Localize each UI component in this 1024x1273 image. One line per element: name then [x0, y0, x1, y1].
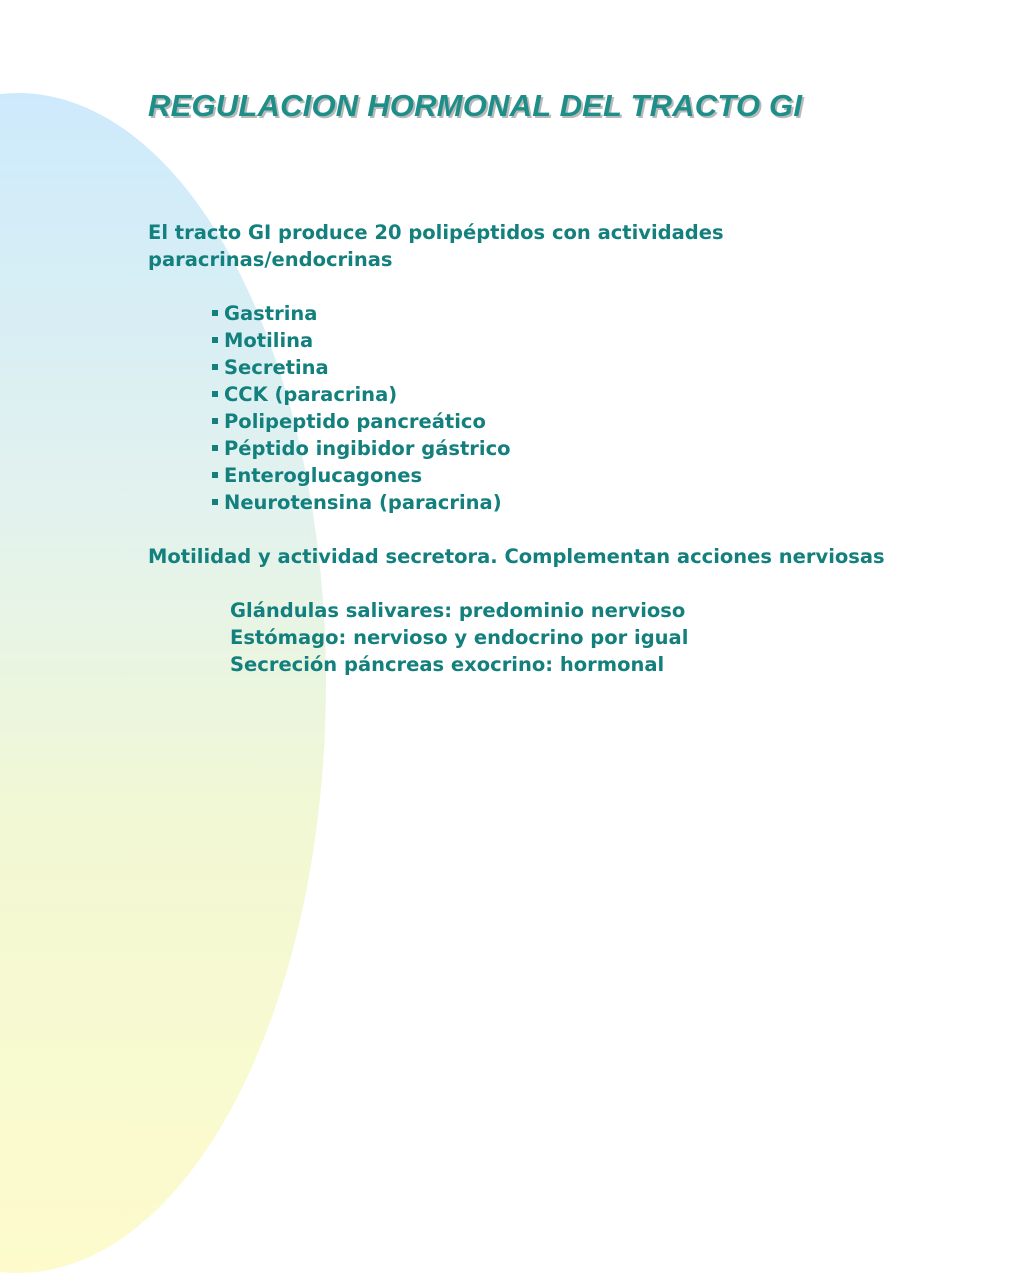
list-item: Secreción páncreas exocrino: hormonal	[230, 653, 665, 676]
hormone-label: Polipeptido pancreático	[224, 410, 486, 433]
organ-regulation-list	[148, 597, 888, 678]
intro-text: El tracto GI produce 20 polipéptidos con actividades paracrinas/endocrinas	[148, 221, 724, 271]
hormone-label: Enteroglucagones	[224, 464, 423, 487]
hormone-label: Péptido ingibidor gástrico	[224, 437, 511, 460]
hormone-label: Neurotensina (paracrina)	[224, 491, 502, 514]
square-bullet-icon	[212, 391, 218, 397]
list-item	[212, 327, 888, 354]
hormone-list	[148, 300, 888, 516]
square-bullet-icon	[212, 472, 218, 478]
square-bullet-icon	[212, 364, 218, 370]
slide-title: REGULACION HORMONAL DEL TRACTO GI	[148, 88, 803, 123]
list-item: Estómago: nervioso y endocrino por igual	[230, 626, 689, 649]
square-bullet-icon	[212, 445, 218, 451]
list-item: Glándulas salivares: predominio nervioso	[230, 599, 686, 622]
hormone-label: Gastrina	[224, 302, 318, 325]
list-item	[212, 300, 888, 327]
hormone-label: CCK (paracrina)	[224, 383, 398, 406]
list-item	[212, 462, 888, 489]
list-item	[212, 408, 888, 435]
slide-content	[148, 219, 888, 678]
square-bullet-icon	[212, 337, 218, 343]
hormone-label: Secretina	[224, 356, 329, 379]
list-item	[212, 489, 888, 516]
list-item	[212, 435, 888, 462]
hormone-label: Motilina	[224, 329, 314, 352]
square-bullet-icon	[212, 310, 218, 316]
square-bullet-icon	[212, 418, 218, 424]
square-bullet-icon	[212, 499, 218, 505]
function-text: Motilidad y actividad secretora. Complementan acciones nerviosas	[148, 545, 885, 568]
list-item	[212, 354, 888, 381]
list-item	[212, 381, 888, 408]
